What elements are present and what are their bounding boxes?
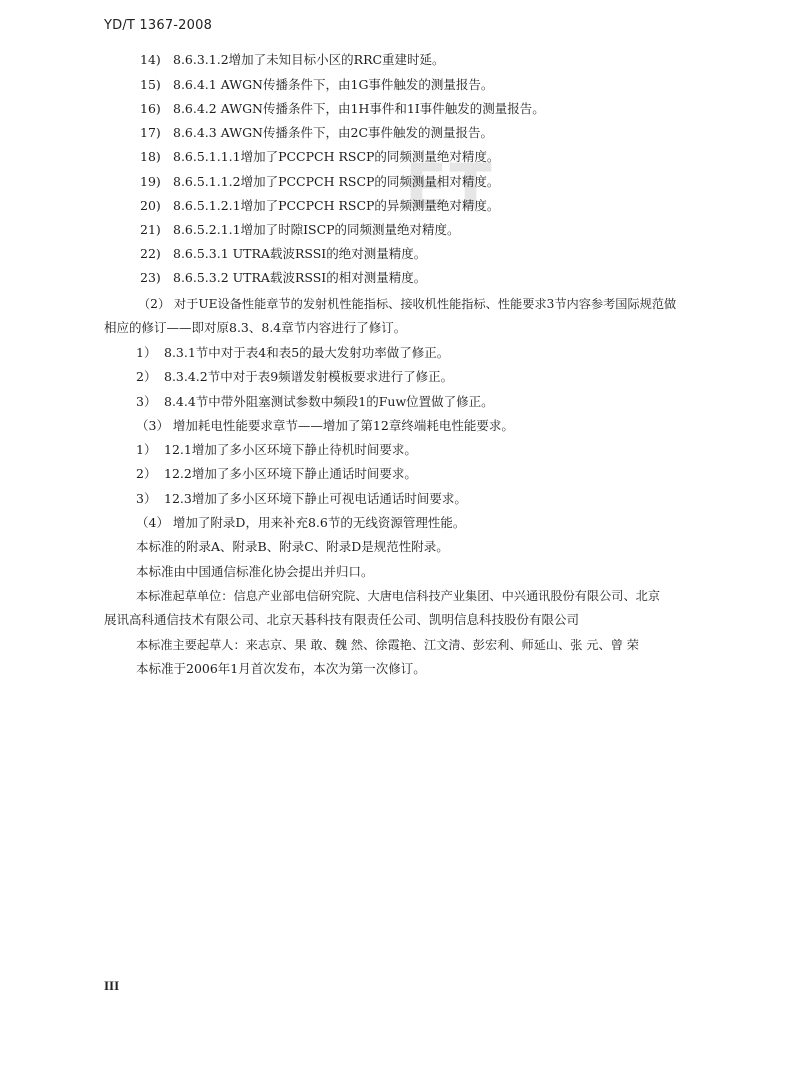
document-code-header: YD/T 1367-2008 (104, 18, 213, 33)
list-item (140, 174, 499, 190)
item-text: 8.6.5.1.1.2增加了PCCPCH RSCP的同频测量相对精度。 (173, 174, 500, 189)
item-number: 2） (136, 369, 157, 384)
item-number: 22) (140, 246, 161, 261)
item-text: 12.2增加了多小区环境下静止通话时间要求。 (164, 466, 417, 481)
list-item (140, 270, 426, 286)
item-number: 1） (136, 442, 157, 457)
item-text: 8.4.4节中带外阻塞测试参数中频段1的Fuw位置做了修正。 (164, 394, 494, 409)
item-number: 14) (140, 52, 161, 67)
list-item (140, 222, 460, 238)
release-note: 本标准于2006年1月首次发布，本次为第一次修订。 (136, 661, 426, 676)
item-text: 8.3.4.2节中对于表9频谱发射模板要求进行了修正。 (164, 369, 454, 384)
item-number: 16) (140, 101, 161, 116)
item-text: 8.6.5.2.1.1增加了时隙ISCP的同频测量绝对精度。 (173, 222, 460, 237)
item-number: 20) (140, 198, 161, 213)
list-item (136, 442, 417, 458)
page-number: III (104, 978, 120, 993)
item-text: 8.6.3.1.2增加了未知目标小区的RRC重建时延。 (173, 52, 445, 67)
section-4-heading: （4） 增加了附录D，用来补充8.6节的无线资源管理性能。 (136, 515, 466, 530)
item-number: 23) (140, 270, 161, 285)
drafters: 本标准主要起草人：来志京、果 敢、魏 然、徐霞艳、江文清、彭宏利、师延山、张 元、曾 荣 (136, 638, 639, 652)
list-item (140, 77, 493, 93)
item-text: 8.6.5.3.1 UTRA载波RSSI的绝对测量精度。 (173, 246, 427, 261)
item-text: 12.1增加了多小区环境下静止待机时间要求。 (164, 442, 417, 457)
section-2-heading-continuation: 相应的修订——即对原8.3、8.4章节内容进行了修订。 (104, 320, 407, 335)
appendix-note: 本标准的附录A、附录B、附录C、附录D是规范性附录。 (136, 539, 449, 554)
item-number: 3） (136, 394, 157, 409)
item-number: 19) (140, 174, 161, 189)
item-text: 8.6.5.3.2 UTRA载波RSSI的相对测量精度。 (173, 270, 427, 285)
section-2-heading: （2） 对于UE设备性能章节的发射机性能指标、接收机性能指标、性能要求3节内容参考国际规范做 (138, 297, 677, 311)
item-number: 18) (140, 149, 161, 164)
list-item (140, 125, 493, 141)
list-item (140, 52, 445, 68)
item-number: 21) (140, 222, 161, 237)
section-3-heading: （3） 增加耗电性能要求章节——增加了第12章终端耗电性能要求。 (136, 418, 514, 433)
item-number: 3） (136, 491, 157, 506)
watermark: ET (405, 150, 494, 223)
drafting-units-continuation: 展讯高科通信技术有限公司、北京天碁科技有限责任公司、凯明信息科技股份有限公司 (104, 612, 580, 627)
item-number: 17) (140, 125, 161, 140)
list-item (136, 491, 467, 507)
proposer-note: 本标准由中国通信标准化协会提出并归口。 (136, 564, 374, 579)
list-item (136, 369, 453, 385)
item-text: 8.6.5.1.2.1增加了PCCPCH RSCP的异频测量绝对精度。 (173, 198, 500, 213)
item-number: 2） (136, 466, 157, 481)
list-item (136, 466, 417, 482)
list-item (140, 246, 426, 262)
item-text: 8.3.1节中对于表4和表5的最大发射功率做了修正。 (164, 345, 450, 360)
list-item (136, 394, 494, 410)
item-number: 1） (136, 345, 157, 360)
list-item (140, 198, 499, 214)
item-text: 8.6.5.1.1.1增加了PCCPCH RSCP的同频测量绝对精度。 (173, 149, 500, 164)
list-item (140, 149, 499, 165)
drafting-units: 本标准起草单位：信息产业部电信研究院、大唐电信科技产业集团、中兴通讯股份有限公司、北京 (136, 589, 661, 603)
item-number: 15) (140, 77, 161, 92)
list-item (140, 101, 545, 117)
list-item (136, 345, 449, 361)
item-text: 12.3增加了多小区环境下静止可视电话通话时间要求。 (164, 491, 467, 506)
item-text: 8.6.4.3 AWGN传播条件下，由2C事件触发的测量报告。 (173, 125, 494, 140)
item-text: 8.6.4.1 AWGN传播条件下，由1G事件触发的测量报告。 (173, 77, 494, 92)
item-text: 8.6.4.2 AWGN传播条件下，由1H事件和1I事件触发的测量报告。 (173, 101, 545, 116)
